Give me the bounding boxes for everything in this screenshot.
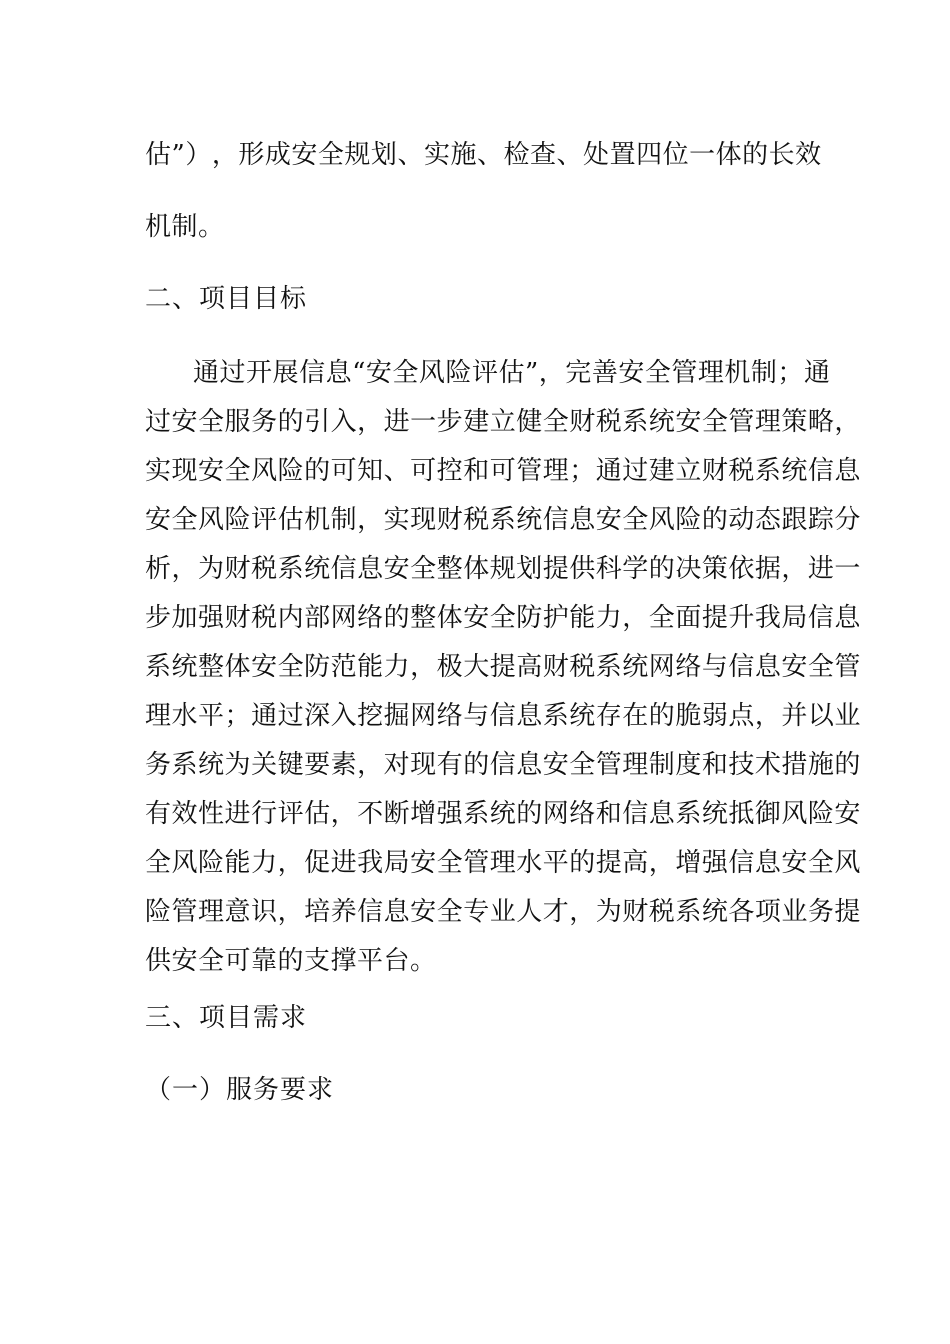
continuation-line-2: 机制。 bbox=[145, 212, 225, 242]
paragraph-line: 安 全 风 险 评 估 机 制 ， 实 现 财 税 系 统 信 息 安 全 风 险 的 动 态 跟 踪 分 bbox=[145, 505, 861, 535]
paragraph-line: 理 水 平 ； 通 过 深 入 挖 掘 网 络 与 信 息 系 统 存 在 的 脆 弱 点 ， 并 以 业 bbox=[145, 701, 861, 731]
paragraph-line: 析 ， 为 财 税 系 统 信 息 安 全 整 体 规 划 提 供 科 学 的 决 策 依 据 ， 进 一 bbox=[145, 554, 861, 584]
paragraph-line: 系 统 整 体 安 全 防 范 能 力 ， 极 大 提 高 财 税 系 统 网 络 与 信 息 安 全 管 bbox=[145, 652, 861, 682]
paragraph-line: 步 加 强 财 税 内 部 网 络 的 整 体 安 全 防 护 能 力 ， 全 面 提 升 我 局 信 息 bbox=[145, 603, 861, 633]
paragraph-line: 有 效 性 进 行 评 估 ， 不 断 增 强 系 统 的 网 络 和 信 息 系 统 抵 御 风 险 安 bbox=[145, 799, 861, 829]
paragraph-line: 通 过 开 展 信 息 “ 安 全 风 险 评 估 ” ， 完 善 安 全 管 理 机 制 ； 通 bbox=[193, 358, 831, 388]
paragraph-line: 实 现 安 全 风 险 的 可 知 、 可 控 和 可 管 理 ； 通 过 建 立 财 税 系 统 信 息 bbox=[145, 456, 861, 486]
section-heading-objectives: 二、项目目标 bbox=[145, 284, 308, 314]
continuation-line-1: 估 ” ） ， 形 成 安 全 规 划 、 实 施 、 检 查 、 处 置 四 位 一 体 的 长 效 bbox=[145, 140, 822, 170]
paragraph-line: 险 管 理 意 识 ， 培 养 信 息 安 全 专 业 人 才 ， 为 财 税 系 统 各 项 业 务 提 bbox=[145, 897, 861, 927]
section-heading-requirements: 三、项目需求 bbox=[145, 1003, 308, 1033]
paragraph-line: 过 安 全 服 务 的 引 入 ， 进 一 步 建 立 健 全 财 税 系 统 安 全 管 理 策 略 ， bbox=[145, 407, 861, 437]
paragraph-line-last: 供安全可靠的支撑平台。 bbox=[145, 946, 437, 976]
paragraph-line: 务 系 统 为 关 键 要 素 ， 对 现 有 的 信 息 安 全 管 理 制 度 和 技 术 措 施 的 bbox=[145, 750, 861, 780]
paragraph-line: 全 风 险 能 力 ， 促 进 我 局 安 全 管 理 水 平 的 提 高 ， 增 强 信 息 安 全 风 bbox=[145, 848, 861, 878]
subsection-heading-service: （一）服务要求 bbox=[145, 1075, 335, 1105]
